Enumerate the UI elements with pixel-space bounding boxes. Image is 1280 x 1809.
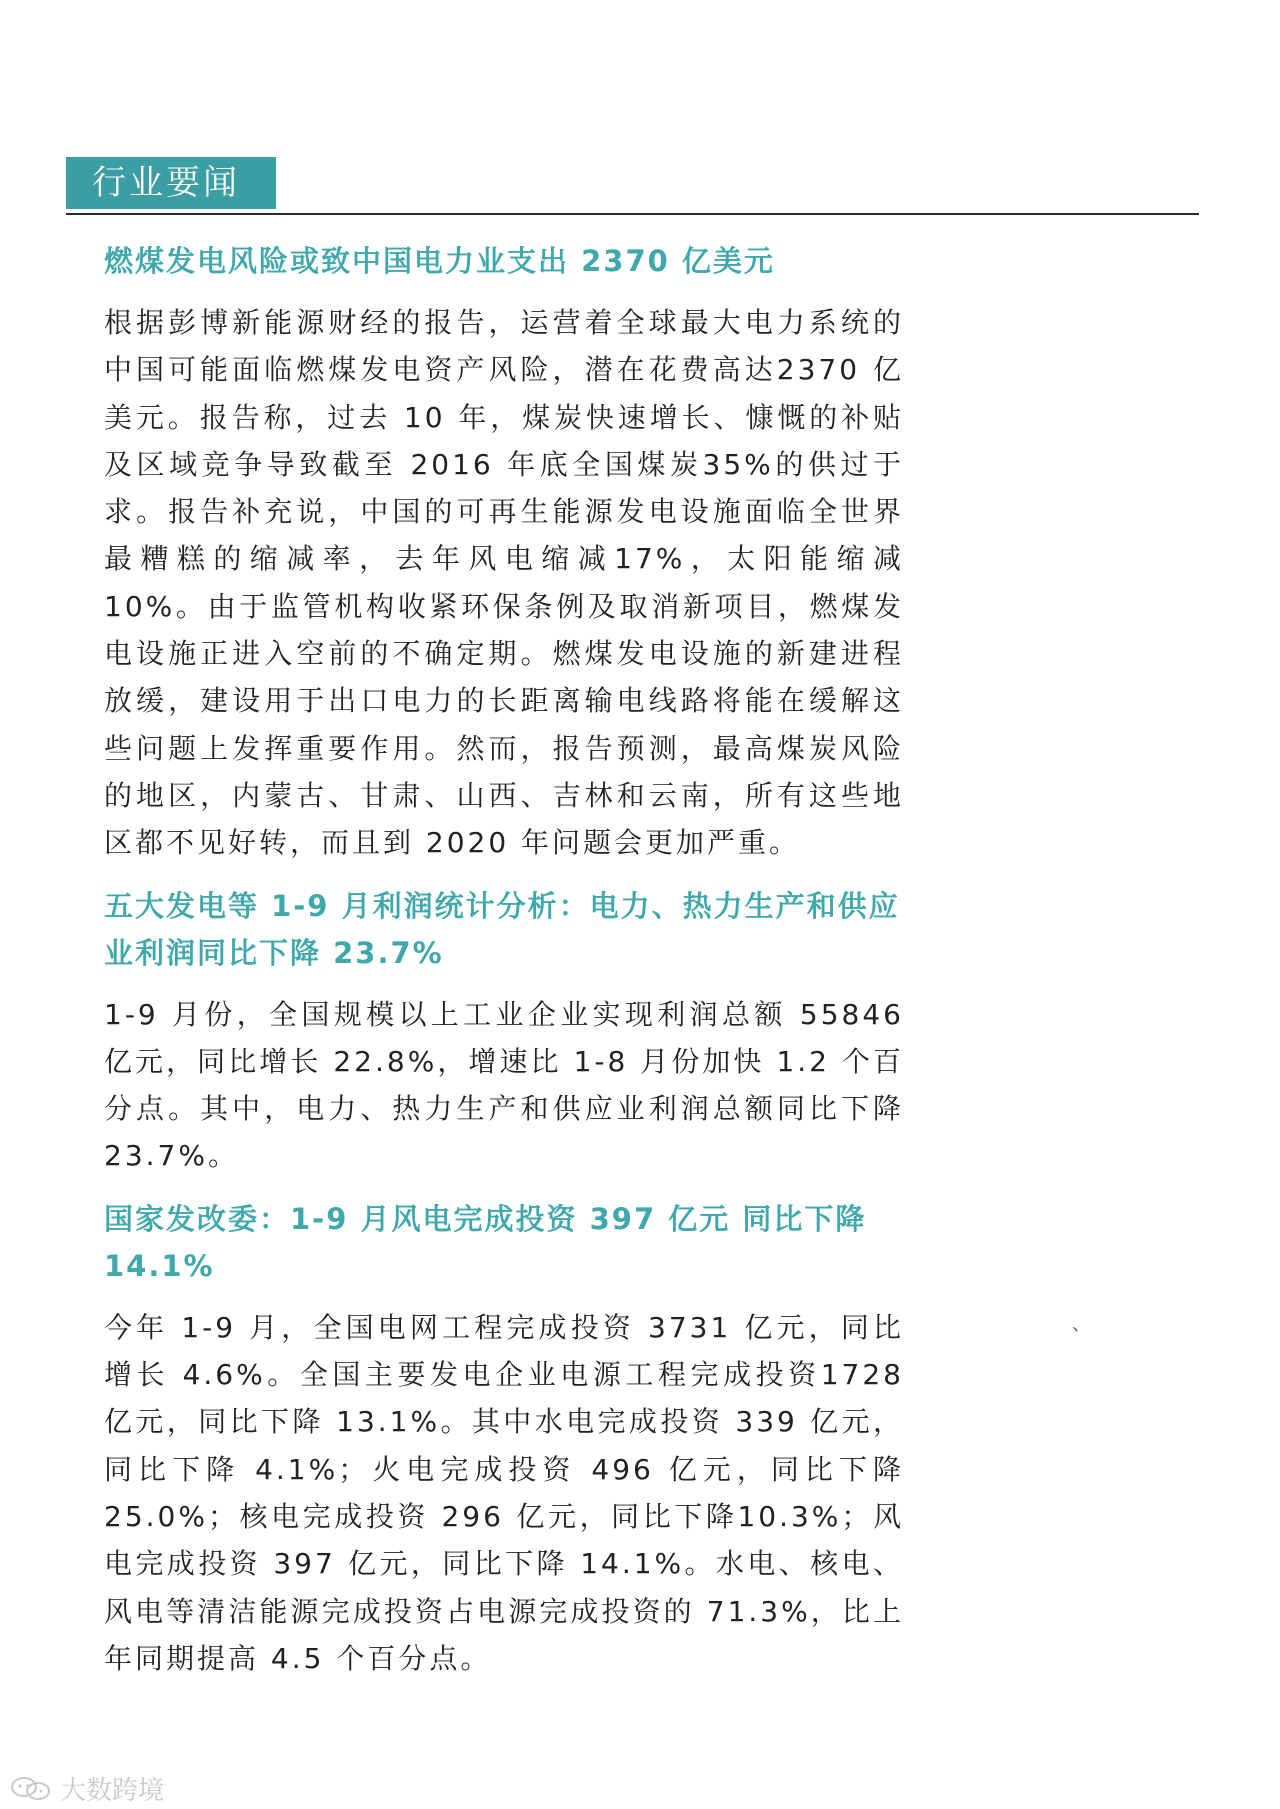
article-title: 五大发电等 1-9 月利润统计分析：电力、热力生产和供应业利润同比下降 23.7% [104,888,900,970]
article-body: 1-9 月份，全国规模以上工业企业实现利润总额 55846 亿元，同比增长 22.8%，增速比 1-8 月份加快 1.2 个百分点。其中，电力、热力生产和供应业利润总额同比下降 23.7%。 [104,997,904,1173]
wechat-logo-icon [10,1776,54,1802]
section-header: 行业要闻 [66,157,276,209]
article-list [104,238,904,1698]
article [104,238,904,867]
watermark-text: 大数跨境 [60,1776,165,1806]
article [104,1196,904,1682]
article-title: 国家发改委：1-9 月风电完成投资 397 亿元 同比下降 14.1% [104,1201,867,1283]
article [104,883,904,1180]
header-divider [66,213,1199,215]
stray-mark: 、 [1072,1314,1090,1335]
article-body: 根据彭博新能源财经的报告，运营着全球最大电力系统的中国可能面临燃煤发电资产风险，潜在花费高达2370 亿美元。报告称，过去 10 年，煤炭快速增长、慷慨的补贴及区域竞争导致截至 2016 年底全国煤炭35%的供过于求。报告补充说，中国的可再生能源发电设施面临全世界最糟糕的缩减率，去年风电缩减17%，太阳能缩减 10%。由于监管机构收紧环保条例及取消新项目，燃煤发电设施正进入空前的不确定期。燃煤发电设施的新建进程放缓，建设用于出口电力的长距离输电线路将能在缓解这些问题上发挥重要作用。然而，报告预测，最高煤炭风险的地区，内蒙古、甘肃、山西、吉林和云南，所有这些地区都不见好转，而且到 2020 年问题会更加严重。 [104,306,904,860]
article-title: 燃煤发电风险或致中国电力业支出 2370 亿美元 [104,244,775,278]
watermark [10,1770,164,1807]
article-body: 今年 1-9 月，全国电网工程完成投资 3731 亿元，同比增长 4.6%。全国主要发电企业电源工程完成投资1728 亿元，同比下降 13.1%。其中水电完成投资 339 亿元，同比下降 4.1%；火电完成投资 496 亿元，同比下降 25.0%；核电完成投资 296 亿元，同比下降10.3%；风电完成投资 397 亿元，同比下降 14.1%。水电、核电、风电等清洁能源完成投资占电源完成投资的 71.3%，比上年同期提高 4.5 个百分点。 [104,1310,904,1675]
